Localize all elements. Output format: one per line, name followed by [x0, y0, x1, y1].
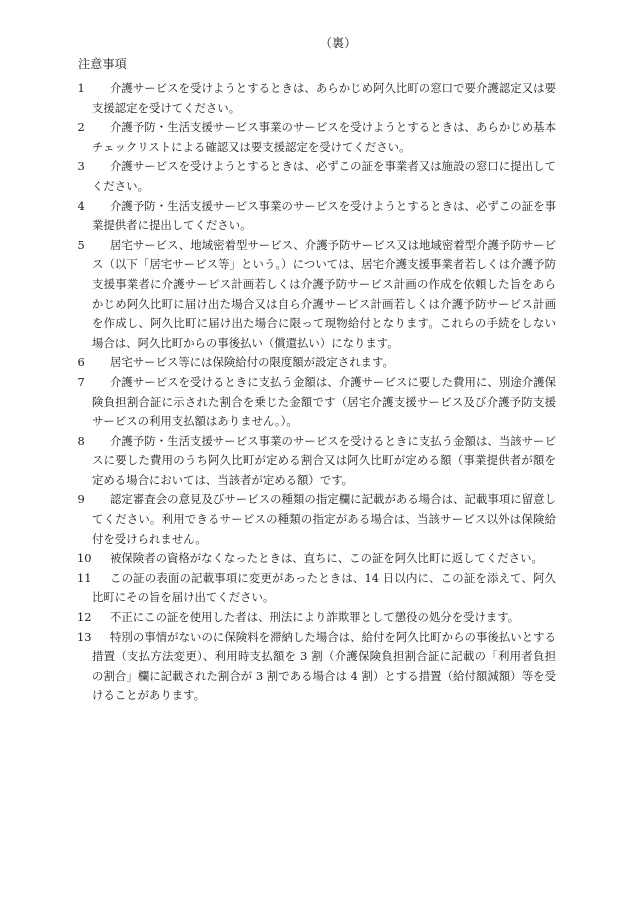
note-item — [78, 569, 556, 608]
note-text: 介護サービスを受けようとするときは、必ずこの証を事業者又は施設の窓口に提出してください。 — [92, 159, 556, 193]
note-item — [78, 353, 556, 373]
note-number: 5 — [77, 237, 85, 252]
note-text: 居宅サービス、地域密着型サービス、介護予防サービス又は地域密着型介護予防サービス（以下「居宅サービス等」という。）については、居宅介護支援事業者若しくは介護予防支援事業者に介護サービス計画若しくは介護予防サービス計画の作成を依頼した旨をあらかじめ阿久比町に届け出た場合又は自ら介護サービス計画若しくは介護予防サービス計画を作成し、阿久比町に届け出た場合に限って現物給付となります。これらの手続をしない場合は、阿久比町からの事後払い（償還払い）になります。 — [92, 237, 556, 350]
note-item — [78, 373, 556, 432]
notes-heading: 注意事項 — [78, 57, 127, 71]
note-item — [78, 79, 556, 118]
note-item — [78, 157, 556, 196]
note-number: 11 — [77, 570, 92, 585]
note-number: 1 — [77, 81, 85, 95]
note-number: 13 — [77, 629, 92, 644]
note-number: 4 — [77, 198, 85, 213]
note-text: 介護予防・生活支援サービス事業のサービスを受けるときに支払う金額は、当該サービスに要した費用のうち阿久比町が定める割合又は阿久比町が定める額（事業提供者が額を定める場合においては、当該者が定める額）です。 — [92, 433, 556, 487]
note-text: この証の表面の記載事項に変更があったときは、14 日以内に、この証を添えて、阿久比町にその旨を届け出てください。 — [92, 570, 556, 605]
note-text: 介護サービスを受けようとするときは、あらかじめ阿久比町の窓口で要介護認定又は要支援認定を受けてください。 — [92, 81, 556, 115]
note-item — [78, 549, 556, 569]
note-text: 特別の事情がないのに保険料を滞納した場合は、給付を阿久比町からの事後払いとする措置（支払方法変更）、利用時支払額を 3 割（介護保険負担割合証に記載の「利用者負担の割合」欄に記載された割合が 3 割である場合は 4 割）とする措置（給付額減額）等を受けることがあります。 — [92, 629, 556, 703]
note-item — [78, 236, 556, 354]
note-text: 不正にこの証を使用した者は、刑法により詐欺罪として懲役の処分を受けます。 — [110, 610, 520, 625]
note-text: 居宅サービス等には保険給付の限度額が設定されます。 — [110, 355, 394, 370]
note-item — [78, 490, 556, 549]
note-text: 認定審査会の意見及びサービスの種類の指定欄に記載がある場合は、記載事項に留意してください。利用できるサービスの種類の指定がある場合は、当該サービス以外は保険給付を受けられません。 — [92, 492, 556, 546]
note-item — [78, 432, 556, 491]
note-number: 6 — [77, 355, 85, 370]
page-side-mark: （裏） — [319, 36, 357, 50]
note-number: 9 — [77, 492, 85, 507]
note-item — [78, 608, 556, 628]
note-number: 12 — [77, 610, 92, 625]
note-text: 介護予防・生活支援サービス事業のサービスを受けようとするときは、必ずこの証を事業提供者に提出してください。 — [92, 198, 556, 233]
note-number: 10 — [77, 551, 92, 566]
note-text: 被保険者の資格がなくなったときは、直ちに、この証を阿久比町に返してください。 — [110, 551, 543, 566]
notes-list — [78, 79, 556, 706]
note-number: 3 — [77, 159, 85, 174]
note-item — [78, 628, 556, 706]
note-number: 8 — [77, 433, 85, 448]
note-text: 介護予防・生活支援サービス事業のサービスを受けようとするときは、あらかじめ基本チェックリストによる確認又は要支援認定を受けてください。 — [92, 120, 556, 154]
note-item — [78, 118, 556, 157]
note-text: 介護サービスを受けるときに支払う金額は、介護サービスに要した費用に、別途介護保険負担割合証に示された割合を乗じた金額です（居宅介護支援サービス及び介護予防支援サービスの利用支払額はありません。）。 — [92, 374, 556, 429]
note-number: 2 — [77, 120, 85, 135]
note-item — [78, 197, 556, 236]
note-number: 7 — [77, 374, 85, 389]
